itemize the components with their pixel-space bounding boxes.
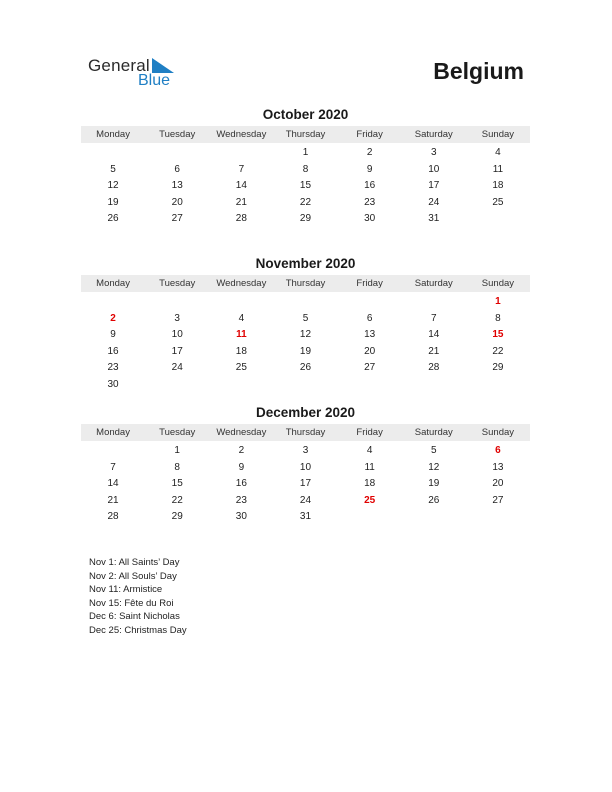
day-cell: 30 bbox=[235, 511, 247, 522]
day-cell: 29 bbox=[492, 362, 504, 373]
day-cell: 9 bbox=[238, 461, 245, 473]
weekday-label: Tuesday bbox=[159, 278, 196, 289]
day-cell: 12 bbox=[107, 180, 119, 191]
day-cell: 22 bbox=[171, 494, 183, 506]
day-cell: 27 bbox=[171, 213, 183, 224]
logo-text-general: General bbox=[88, 56, 150, 75]
country-title: Belgium bbox=[433, 58, 524, 84]
month-title: December 2020 bbox=[255, 405, 356, 420]
weekday-label: Saturday bbox=[414, 427, 453, 438]
day-cell: 7 bbox=[238, 163, 245, 175]
day-cell: 19 bbox=[299, 345, 312, 357]
day-cell: 1 bbox=[174, 445, 180, 456]
weekday-label: Sunday bbox=[481, 129, 515, 140]
day-cell: 24 bbox=[428, 196, 440, 208]
day-cell: 5 bbox=[302, 312, 309, 324]
day-cell: 23 bbox=[364, 196, 376, 208]
day-cell: 28 bbox=[107, 511, 119, 522]
empty-day-cell bbox=[402, 294, 466, 311]
holiday-note: Nov 2: All Souls’ Day bbox=[89, 570, 177, 582]
day-cell: 7 bbox=[430, 312, 437, 324]
weekday-label: Wednesday bbox=[216, 129, 267, 140]
day-cell: 10 bbox=[171, 329, 183, 340]
day-cell: 16 bbox=[107, 345, 119, 357]
day-cell: 20 bbox=[492, 478, 504, 489]
brand-logo bbox=[88, 56, 188, 92]
day-cell: 4 bbox=[238, 312, 245, 324]
holiday-day-cell: 15 bbox=[492, 329, 504, 340]
empty-day-cell bbox=[466, 377, 530, 394]
day-cell: 12 bbox=[299, 329, 312, 340]
holiday-day-cell: 25 bbox=[364, 494, 376, 506]
day-cell: 7 bbox=[110, 461, 116, 473]
day-cell: 24 bbox=[171, 362, 183, 373]
day-cell: 29 bbox=[299, 213, 312, 224]
day-cell: 2 bbox=[366, 147, 373, 158]
empty-day-cell bbox=[145, 377, 209, 394]
day-cell: 11 bbox=[492, 163, 504, 175]
day-cell: 27 bbox=[492, 494, 504, 506]
day-cell: 8 bbox=[174, 461, 180, 473]
empty-day-cell bbox=[209, 377, 273, 394]
empty-day-cell bbox=[338, 294, 402, 311]
day-cell: 12 bbox=[428, 461, 440, 473]
day-cell: 10 bbox=[428, 163, 440, 175]
weekday-label: Wednesday bbox=[216, 278, 267, 289]
day-cell: 23 bbox=[235, 494, 247, 506]
day-cell: 18 bbox=[364, 478, 376, 489]
empty-day-cell bbox=[466, 509, 530, 526]
day-grid bbox=[81, 443, 530, 526]
day-cell: 20 bbox=[364, 345, 376, 357]
weekday-label: Saturday bbox=[414, 129, 453, 140]
day-cell: 21 bbox=[107, 494, 119, 506]
day-cell: 30 bbox=[107, 378, 119, 390]
day-cell: 22 bbox=[299, 196, 312, 208]
day-cell: 11 bbox=[364, 461, 375, 473]
logo-text-blue: Blue bbox=[138, 72, 171, 89]
day-cell: 25 bbox=[492, 196, 504, 208]
day-cell: 22 bbox=[492, 345, 504, 357]
day-cell: 25 bbox=[235, 362, 247, 373]
holiday-day-cell: 2 bbox=[110, 312, 116, 324]
empty-day-cell bbox=[402, 377, 466, 394]
weekday-label: Saturday bbox=[414, 278, 453, 289]
holiday-note: Nov 1: All Saints’ Day bbox=[89, 557, 180, 568]
weekday-label: Monday bbox=[96, 278, 130, 289]
day-cell: 31 bbox=[428, 213, 440, 224]
weekday-label: Monday bbox=[96, 427, 130, 438]
day-cell: 9 bbox=[366, 163, 373, 175]
month-november bbox=[81, 255, 530, 393]
weekday-header bbox=[81, 126, 530, 143]
day-cell: 29 bbox=[171, 511, 183, 522]
day-cell: 6 bbox=[174, 163, 180, 175]
day-cell: 28 bbox=[428, 362, 440, 373]
day-cell: 31 bbox=[299, 511, 312, 522]
weekday-label: Monday bbox=[96, 129, 130, 140]
day-cell: 5 bbox=[430, 445, 437, 456]
empty-day-cell bbox=[209, 294, 273, 311]
weekday-label: Friday bbox=[356, 278, 383, 289]
day-cell: 1 bbox=[302, 147, 309, 158]
day-cell: 17 bbox=[171, 345, 183, 357]
day-cell: 3 bbox=[430, 147, 437, 158]
day-cell: 14 bbox=[107, 478, 119, 489]
month-title: November 2020 bbox=[255, 256, 356, 271]
day-cell: 4 bbox=[366, 445, 373, 456]
day-cell: 19 bbox=[107, 196, 119, 208]
weekday-label: Tuesday bbox=[159, 129, 196, 140]
day-cell: 26 bbox=[428, 494, 440, 506]
day-cell: 9 bbox=[110, 329, 116, 340]
day-cell: 13 bbox=[492, 461, 504, 473]
day-cell: 3 bbox=[174, 312, 180, 324]
month-december bbox=[81, 404, 530, 526]
day-grid bbox=[81, 145, 530, 228]
day-cell: 3 bbox=[302, 445, 309, 456]
day-cell: 8 bbox=[302, 163, 309, 175]
day-cell: 18 bbox=[235, 345, 247, 357]
holiday-note: Nov 15: Fête du Roi bbox=[89, 597, 174, 609]
day-cell: 2 bbox=[238, 445, 245, 456]
empty-day-cell bbox=[145, 145, 209, 162]
holiday-day-cell: 1 bbox=[495, 296, 501, 307]
day-cell: 24 bbox=[299, 494, 312, 506]
day-cell: 14 bbox=[235, 180, 247, 191]
day-cell: 15 bbox=[171, 478, 183, 489]
day-cell: 17 bbox=[428, 180, 440, 191]
day-cell: 30 bbox=[364, 213, 376, 224]
day-cell: 16 bbox=[235, 478, 247, 489]
empty-day-cell bbox=[209, 145, 273, 162]
empty-day-cell bbox=[402, 509, 466, 526]
weekday-label: Tuesday bbox=[159, 427, 196, 438]
day-cell: 17 bbox=[299, 478, 312, 489]
holiday-note: Dec 6: Saint Nicholas bbox=[89, 611, 180, 622]
empty-day-cell bbox=[273, 294, 337, 311]
day-cell: 4 bbox=[495, 147, 501, 158]
holiday-day-cell: 6 bbox=[495, 445, 501, 456]
day-cell: 8 bbox=[495, 312, 501, 324]
empty-day-cell bbox=[81, 294, 145, 311]
day-cell: 13 bbox=[364, 329, 376, 340]
holiday-note: Nov 11: Armistice bbox=[89, 584, 163, 595]
day-cell: 10 bbox=[299, 461, 312, 473]
empty-day-cell bbox=[81, 145, 145, 162]
day-cell: 26 bbox=[107, 213, 119, 224]
weekday-label: Thursday bbox=[285, 278, 326, 289]
month-title: October 2020 bbox=[262, 107, 349, 122]
day-cell: 20 bbox=[171, 196, 183, 208]
holiday-notes bbox=[89, 556, 187, 637]
weekday-header bbox=[81, 424, 530, 441]
day-cell: 21 bbox=[235, 196, 247, 208]
empty-day-cell bbox=[81, 443, 145, 460]
day-cell: 16 bbox=[364, 180, 376, 191]
empty-day-cell bbox=[338, 509, 402, 526]
day-cell: 5 bbox=[110, 163, 116, 175]
weekday-label: Sunday bbox=[481, 427, 515, 438]
day-cell: 13 bbox=[171, 180, 183, 191]
day-grid bbox=[81, 294, 530, 393]
day-cell: 21 bbox=[428, 345, 440, 357]
day-cell: 23 bbox=[107, 362, 119, 373]
weekday-label: Thursday bbox=[285, 427, 326, 438]
day-cell: 18 bbox=[492, 180, 504, 191]
weekday-label: Wednesday bbox=[216, 427, 267, 438]
day-cell: 19 bbox=[428, 478, 440, 489]
weekday-header bbox=[81, 275, 530, 292]
weekday-label: Thursday bbox=[285, 129, 326, 140]
empty-day-cell bbox=[338, 377, 402, 394]
holiday-day-cell: 11 bbox=[236, 329, 247, 340]
day-cell: 28 bbox=[235, 213, 247, 224]
day-cell: 14 bbox=[428, 329, 440, 340]
weekday-label: Sunday bbox=[481, 278, 515, 289]
empty-day-cell bbox=[466, 211, 530, 228]
day-cell: 15 bbox=[299, 180, 312, 191]
weekday-label: Friday bbox=[356, 427, 383, 438]
month-october bbox=[81, 106, 530, 228]
day-cell: 26 bbox=[299, 362, 312, 373]
empty-day-cell bbox=[145, 294, 209, 311]
day-cell: 27 bbox=[364, 362, 376, 373]
empty-day-cell bbox=[273, 377, 337, 394]
holiday-note: Dec 25: Christmas Day bbox=[89, 624, 187, 636]
day-cell: 6 bbox=[366, 312, 373, 324]
weekday-label: Friday bbox=[356, 129, 383, 140]
